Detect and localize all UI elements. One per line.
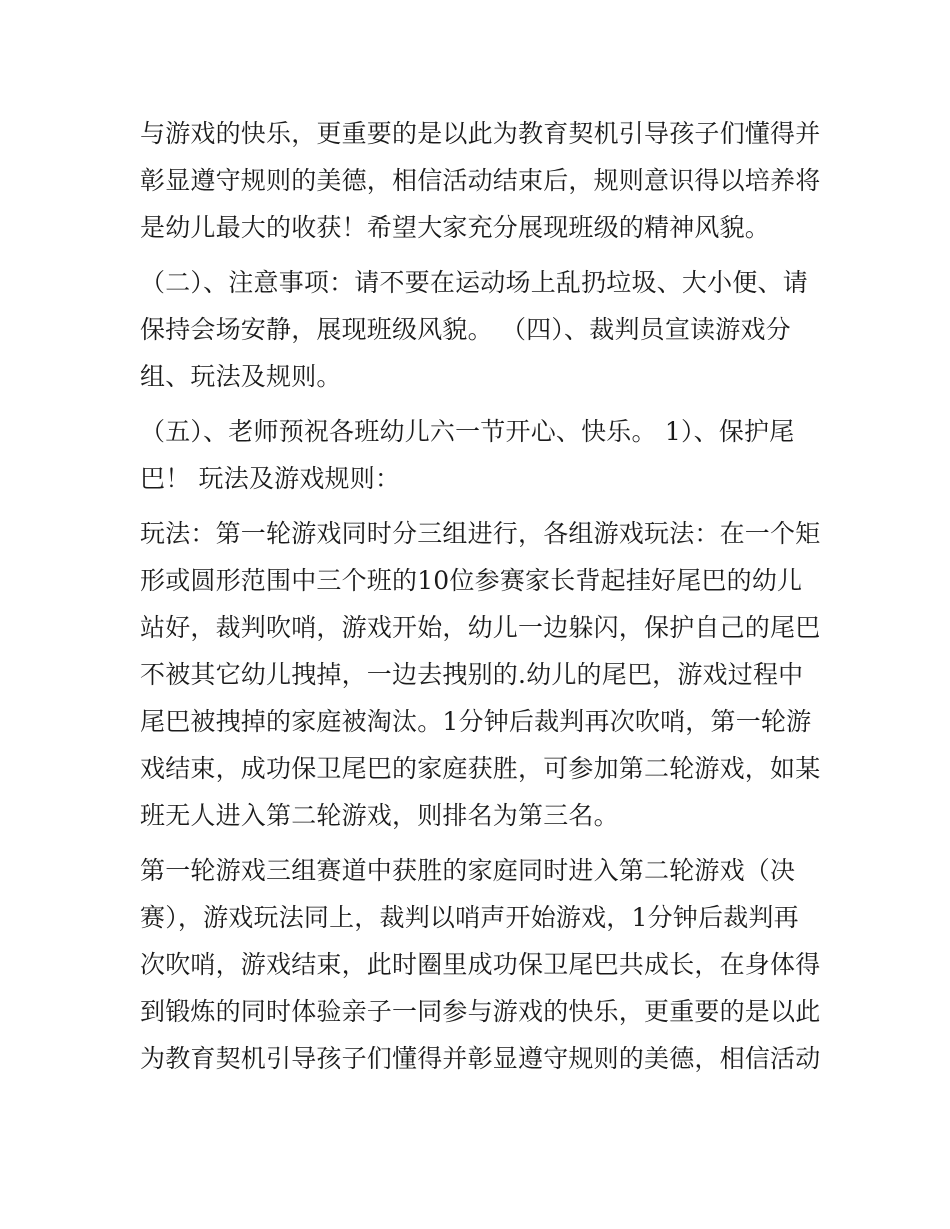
text-line: 尾巴被拽掉的家庭被淘汰。1分钟后裁判再次吹哨，第一轮游 — [140, 707, 812, 736]
text-line: 巴！ 玩法及游戏规则： — [140, 464, 401, 493]
paragraph-notes — [140, 259, 820, 400]
text-line: 玩法：第一轮游戏同时分三组进行，各组游戏玩法：在一个矩 — [140, 519, 821, 548]
text-line: 第一轮游戏三组赛道中获胜的家庭同时进入第二轮游戏（决 — [140, 856, 796, 885]
text-line: 次吹哨，游戏结束，此时圈里成功保卫尾巴共成长，在身体得 — [140, 950, 821, 979]
paragraph-round-two — [140, 847, 820, 1082]
text-line: 彰显遵守规则的美德，相信活动结束后，规则意识得以培养将 — [140, 166, 821, 195]
text-line: 站好，裁判吹哨，游戏开始，幼儿一边躲闪，保护自己的尾巴 — [140, 613, 821, 642]
paragraph-round-one — [140, 510, 820, 839]
paragraph-intro-end — [140, 110, 820, 251]
text-line: 形或圆形范围中三个班的10位参赛家长背起挂好尾巴的幼儿 — [140, 566, 803, 595]
text-line: 是幼儿最大的收获！希望大家充分展现班级的精神风貌。 — [140, 213, 771, 242]
paragraph-wishes — [140, 408, 820, 502]
text-line: 戏结束，成功保卫尾巴的家庭获胜，可参加第二轮游戏，如某 — [140, 754, 821, 783]
text-line: 为教育契机引导孩子们懂得并彰显遵守规则的美德，相信活动 — [140, 1044, 821, 1073]
text-line: 组、玩法及规则。 — [140, 362, 342, 391]
text-line: 赛），游戏玩法同上，裁判以哨声开始游戏，1分钟后裁判再 — [140, 903, 799, 932]
text-line: 保持会场安静，展现班级风貌。 （四）、裁判员宣读游戏分 — [140, 315, 791, 344]
document-page — [140, 110, 820, 1082]
text-line: （二）、注意事项：请不要在运动场上乱扔垃圾、大小便、请 — [140, 268, 808, 297]
text-line: （五）、老师预祝各班幼儿六一节开心、快乐。 1）、保护尾 — [140, 417, 795, 446]
text-line: 班无人进入第二轮游戏，则排名为第三名。 — [140, 801, 619, 830]
text-line: 与游戏的快乐，更重要的是以此为教育契机引导孩子们懂得并 — [140, 119, 821, 148]
text-line: 到锻炼的同时体验亲子一同参与游戏的快乐，更重要的是以此 — [140, 997, 821, 1026]
text-line: 不被其它幼儿拽掉，一边去拽别的.幼儿的尾巴，游戏过程中 — [140, 660, 804, 689]
